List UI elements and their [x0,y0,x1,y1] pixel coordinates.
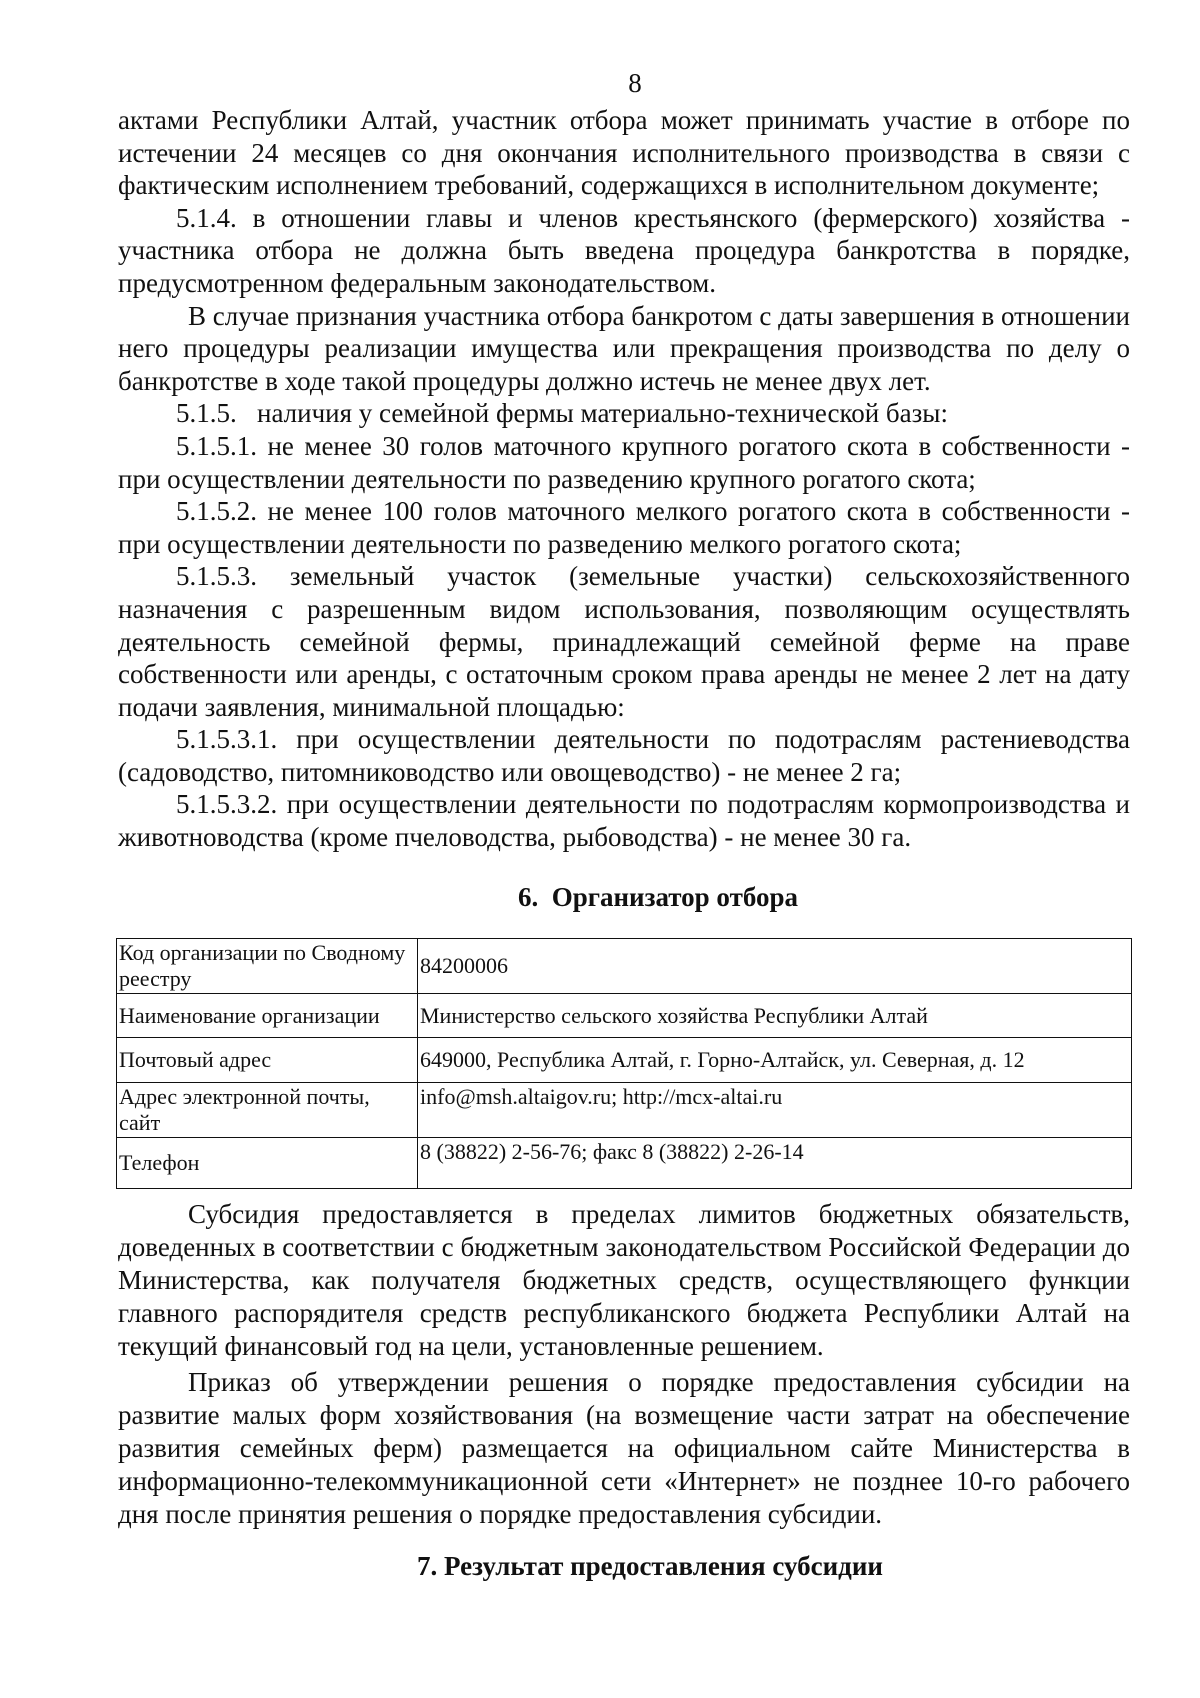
table-row [117,939,1132,994]
section-6-heading: 6. Организатор отбора [517,882,799,912]
bottom-body-text [118,1198,1130,1531]
clause-5-1-5-3-1: 5.1.5.3.1. при осуществлении деятельности по подотраслям растениеводства (садоводство, питомниководство или овощеводство) - не менее 2 га; [118,724,1130,787]
paragraph-continuation: актами Республики Алтай, участник отбора может принимать участие в отборе по истечении 24 месяцев со дня окончания исполнительного производства в связи с фактическим исполнением требований, содержащихся в исполнительном документе; [118,105,1130,201]
table-cell-label: Адрес электронной почты, сайт [117,1083,418,1138]
clause-5-1-5-3-2: 5.1.5.3.2. при осуществлении деятельности по подотраслям кормопроизводства и животноводства (кроме пчеловодства, рыбоводства) - не менее 30 га. [118,789,1130,853]
table-cell-value: info@msh.altaigov.ru; http://mcx-altai.ru [418,1083,1132,1138]
top-body-text [118,104,1130,854]
table-cell-label: Почтовый адрес [117,1038,418,1083]
paragraph-subsidy-limits: Субсидия предоставляется в пределах лимитов бюджетных обязательств, доведенных в соответствии с бюджетным законодательством Российской Федерации до Министерства, как получателя бюджетных средств, осуществляющего функции главного распорядителя средств республиканского бюджета Республики Алтай на текущий финансовый год на цели, установленные решением. [118,1199,1130,1361]
organizer-table [116,938,1132,1189]
table-row [117,994,1132,1038]
paragraph-bankruptcy: В случае признания участника отбора банкротом с даты завершения в отношении него процедуры реализации имущества или прекращения производства по делу о банкротстве в ходе такой процедуры должно истечь не менее двух лет. [118,300,1130,396]
table-cell-label: Код организации по Сводному реестру [117,939,418,994]
table-cell-value: 8 (38822) 2-56-76; факс 8 (38822) 2-26-14 [418,1138,1132,1189]
paragraph-order-publication: Приказ об утверждении решения о порядке предоставления субсидии на развитие малых форм хозяйствования (на возмещение части затрат на обеспечение развития семейных ферм) размещается на официальном сайте Министерства в информационно-телекоммуникационной сети «Интернет» не позднее 10-го рабочего дня после принятия решения о порядке предоставления субсидии. [118,1367,1130,1529]
table-cell-value: Министерство сельского хозяйства Республики Алтай [418,994,1132,1038]
clause-5-1-5-1: 5.1.5.1. не менее 30 голов маточного крупного рогатого скота в собственности - при осуществлении деятельности по разведению крупного рогатого скота; [118,430,1130,494]
table-row [117,1038,1132,1083]
clause-5-1-4: 5.1.4. в отношении главы и членов крестьянского (фермерского) хозяйства - участника отбора не должна быть введена процедура банкротства в порядке, предусмотренном федеральным законодательством. [118,202,1130,298]
table-cell-label: Наименование организации [117,994,418,1038]
section-7-heading: 7. Результат предоставления субсидии [417,1551,883,1581]
table-cell-value: 649000, Республика Алтай, г. Горно-Алтайск, ул. Северная, д. 12 [418,1038,1132,1083]
table-cell-label: Телефон [117,1138,418,1189]
clause-5-1-5-2: 5.1.5.2. не менее 100 голов маточного мелкого рогатого скота в собственности - при осуществлении деятельности по разведению мелкого рогатого скота; [118,496,1130,559]
page-number: 8 [628,68,642,98]
table-row [117,1083,1132,1138]
clause-5-1-5: 5.1.5. наличия у семейной фермы материально-технической базы: [176,398,948,429]
table-cell-value: 84200006 [418,939,1132,994]
table-row [117,1138,1132,1189]
clause-5-1-5-3: 5.1.5.3. земельный участок (земельные участки) сельскохозяйственного назначения с разрешенным видом использования, позволяющим осуществлять деятельность семейной фермы, принадлежащий семейной ферме на праве собственности или аренды, с остаточным сроком права аренды не менее 2 лет на дату подачи заявления, минимальной площадью: [118,561,1130,722]
